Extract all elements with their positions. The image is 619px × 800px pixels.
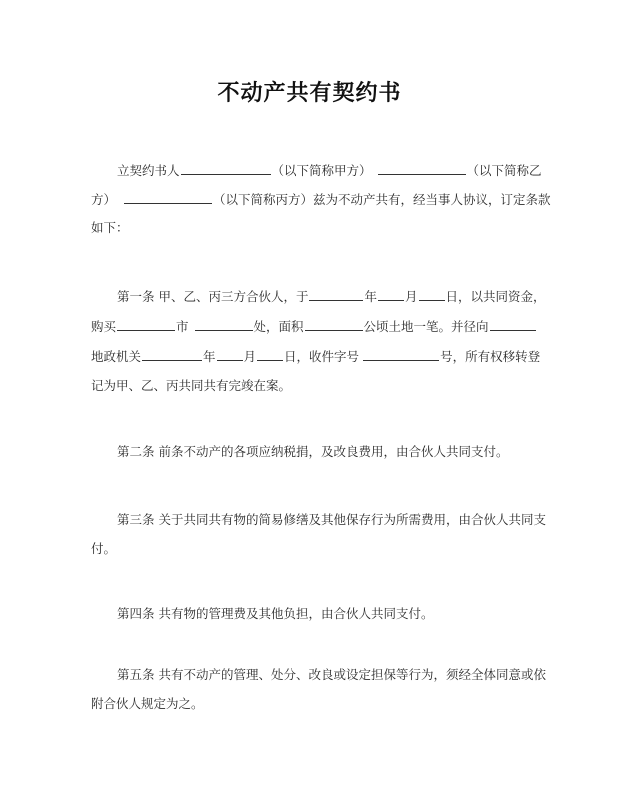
article-text: 号，所有权移转登 <box>440 349 541 364</box>
party-c-blank[interactable] <box>124 191 212 204</box>
article-text: 日，以共同资金， <box>445 289 546 304</box>
preamble-text: 方） <box>91 192 117 207</box>
article-text: 年 <box>364 289 377 304</box>
purchase-day-blank[interactable] <box>419 288 445 301</box>
registration-day-blank[interactable] <box>257 348 283 361</box>
article-text: 地政机关 <box>91 349 142 364</box>
purchase-month-blank[interactable] <box>378 288 404 301</box>
article-text: 年 <box>203 349 216 364</box>
document-title: 不动产共有契约书 <box>217 81 402 106</box>
preamble-text: （以下简称甲方） <box>271 163 372 178</box>
article-2-line-1: 第二条 前条不动产的各项应纳税捐，及改良费用，由合伙人共同支付。 <box>117 444 509 459</box>
article-1-line-3 <box>91 348 541 365</box>
article-text: 第一条 甲、乙、丙三方合伙人，于 <box>117 289 309 304</box>
authority-blank[interactable] <box>490 318 536 331</box>
registration-year-blank[interactable] <box>142 348 202 361</box>
preamble-line-1 <box>91 162 557 179</box>
article-1-line-4: 记为甲、乙、丙共同共有完竣在案。 <box>91 378 292 393</box>
article-text: 公顷土地一笔。并径向 <box>363 319 489 334</box>
article-3-line-2: 付。 <box>91 541 117 556</box>
preamble-text: （以下简称丙方）兹为不动产共有，经当事人协议，订定条款 <box>213 192 551 207</box>
article-3-line-1: 第三条 关于共同共有物的简易修缮及其他保存行为所需费用，由合伙人共同支 <box>117 512 546 527</box>
city-blank[interactable] <box>117 318 175 331</box>
party-b-blank[interactable] <box>378 162 466 175</box>
preamble-text: 立契约书人 <box>117 163 180 178</box>
article-text: 日，收件字号 <box>284 349 360 364</box>
article-text: 市 <box>176 319 189 334</box>
article-1-line-2 <box>91 318 531 335</box>
article-1-line-1 <box>91 288 557 305</box>
purchase-year-blank[interactable] <box>309 288 363 301</box>
article-5-line-2: 附合伙人规定为之。 <box>91 696 204 711</box>
area-blank[interactable] <box>305 318 363 331</box>
article-5-line-1: 第五条 共有不动产的管理、处分、改良或设定担保等行为，须经全体同意或依 <box>117 667 546 682</box>
party-a-blank[interactable] <box>181 162 271 175</box>
location-blank[interactable] <box>195 318 253 331</box>
preamble-line-2 <box>91 191 551 208</box>
article-text: 购买 <box>91 319 117 334</box>
article-text: 月 <box>405 289 418 304</box>
receipt-number-blank[interactable] <box>363 348 439 361</box>
registration-month-blank[interactable] <box>217 348 243 361</box>
article-text: 处，面积 <box>253 319 304 334</box>
preamble-text: （以下简称乙 <box>466 163 542 178</box>
article-4-line-1: 第四条 共有物的管理费及其他负担，由合伙人共同支付。 <box>117 606 434 621</box>
article-text: 月 <box>243 349 257 364</box>
preamble-line-3: 如下： <box>91 220 129 235</box>
